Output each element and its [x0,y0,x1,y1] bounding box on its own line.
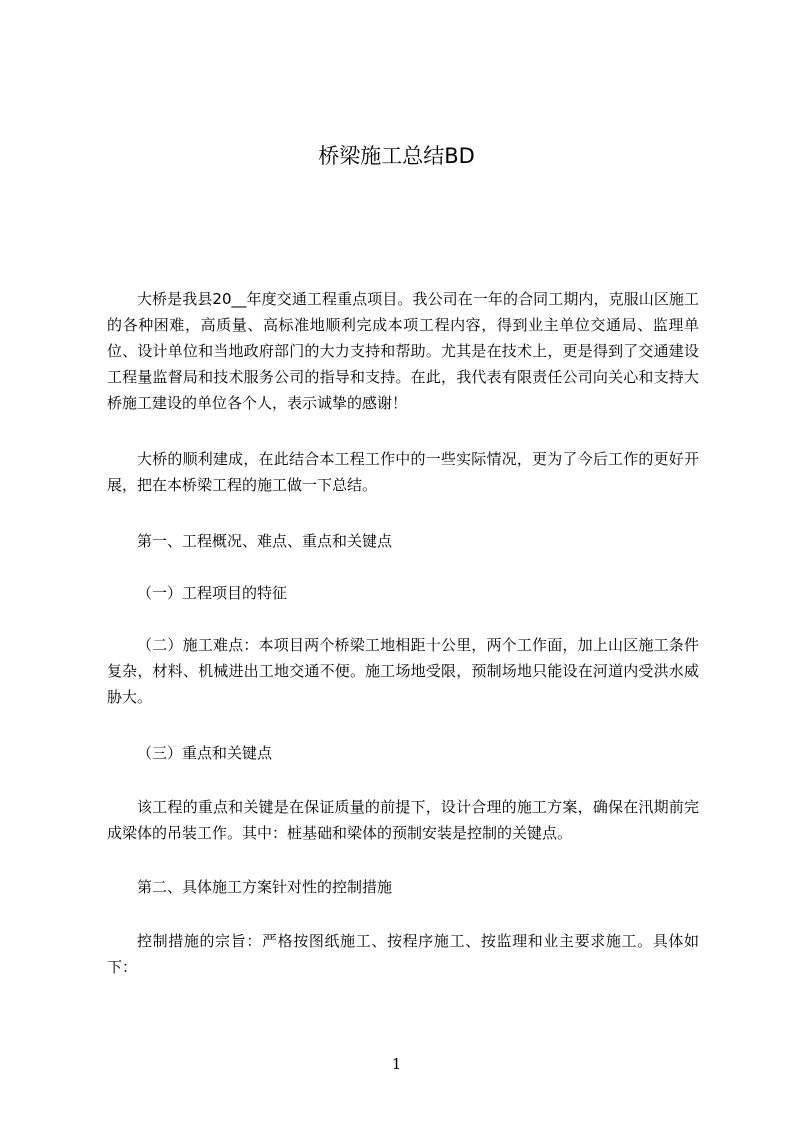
heading-section-one: 第一、工程概况、难点、重点和关键点 [137,532,393,550]
page-number: 1 [391,1055,402,1073]
heading-key-points: （三）重点和关键点 [137,744,273,762]
heading-section-two: 第二、具体施工方案针对性的控制措施 [137,878,393,896]
document-title: 桥梁施工总结BD [318,144,475,168]
paragraph-summary-purpose: 大桥的顺利建成，在此结合本工程工作中的一些实际情况，更为了今后工作的更好开展，把在本桥梁工程的施工做一下总结。 [107,450,699,494]
paragraph-key-points: 该工程的重点和关键是在保证质量的前提下，设计合理的施工方案，确保在汛期前完成梁体的吊装工作。其中：桩基础和梁体的预制安装是控制的关键点。 [107,798,699,842]
paragraph-construction-difficulties: （二）施工难点：本项目两个桥梁工地相距十公里，两个工作面，加上山区施工条件复杂，材料、机械进出工地交通不便。施工场地受限，预制场地只能设在河道内受洪水威胁大。 [107,636,699,706]
paragraph-intro: 大桥是我县20__年度交通工程重点项目。我公司在一年的合同工期内，克服山区施工的各种困难，高质量、高标准地顺利完成本项工程内容，得到业主单位交通局、监理单位、设计单位和当地政府部门的大力支持和帮助。尤其是在技术上，更是得到了交通建设工程量监督局和技术服务公司的指导和支持。在此，我代表有限责任公司向关心和支持大桥施工建设的单位各个人，表示诚挚的感谢！ [107,290,699,412]
paragraph-control-measures: 控制措施的宗旨：严格按图纸施工、按程序施工、按监理和业主要求施工。具体如下： [107,932,699,976]
heading-project-features: （一）工程项目的特征 [137,584,288,602]
